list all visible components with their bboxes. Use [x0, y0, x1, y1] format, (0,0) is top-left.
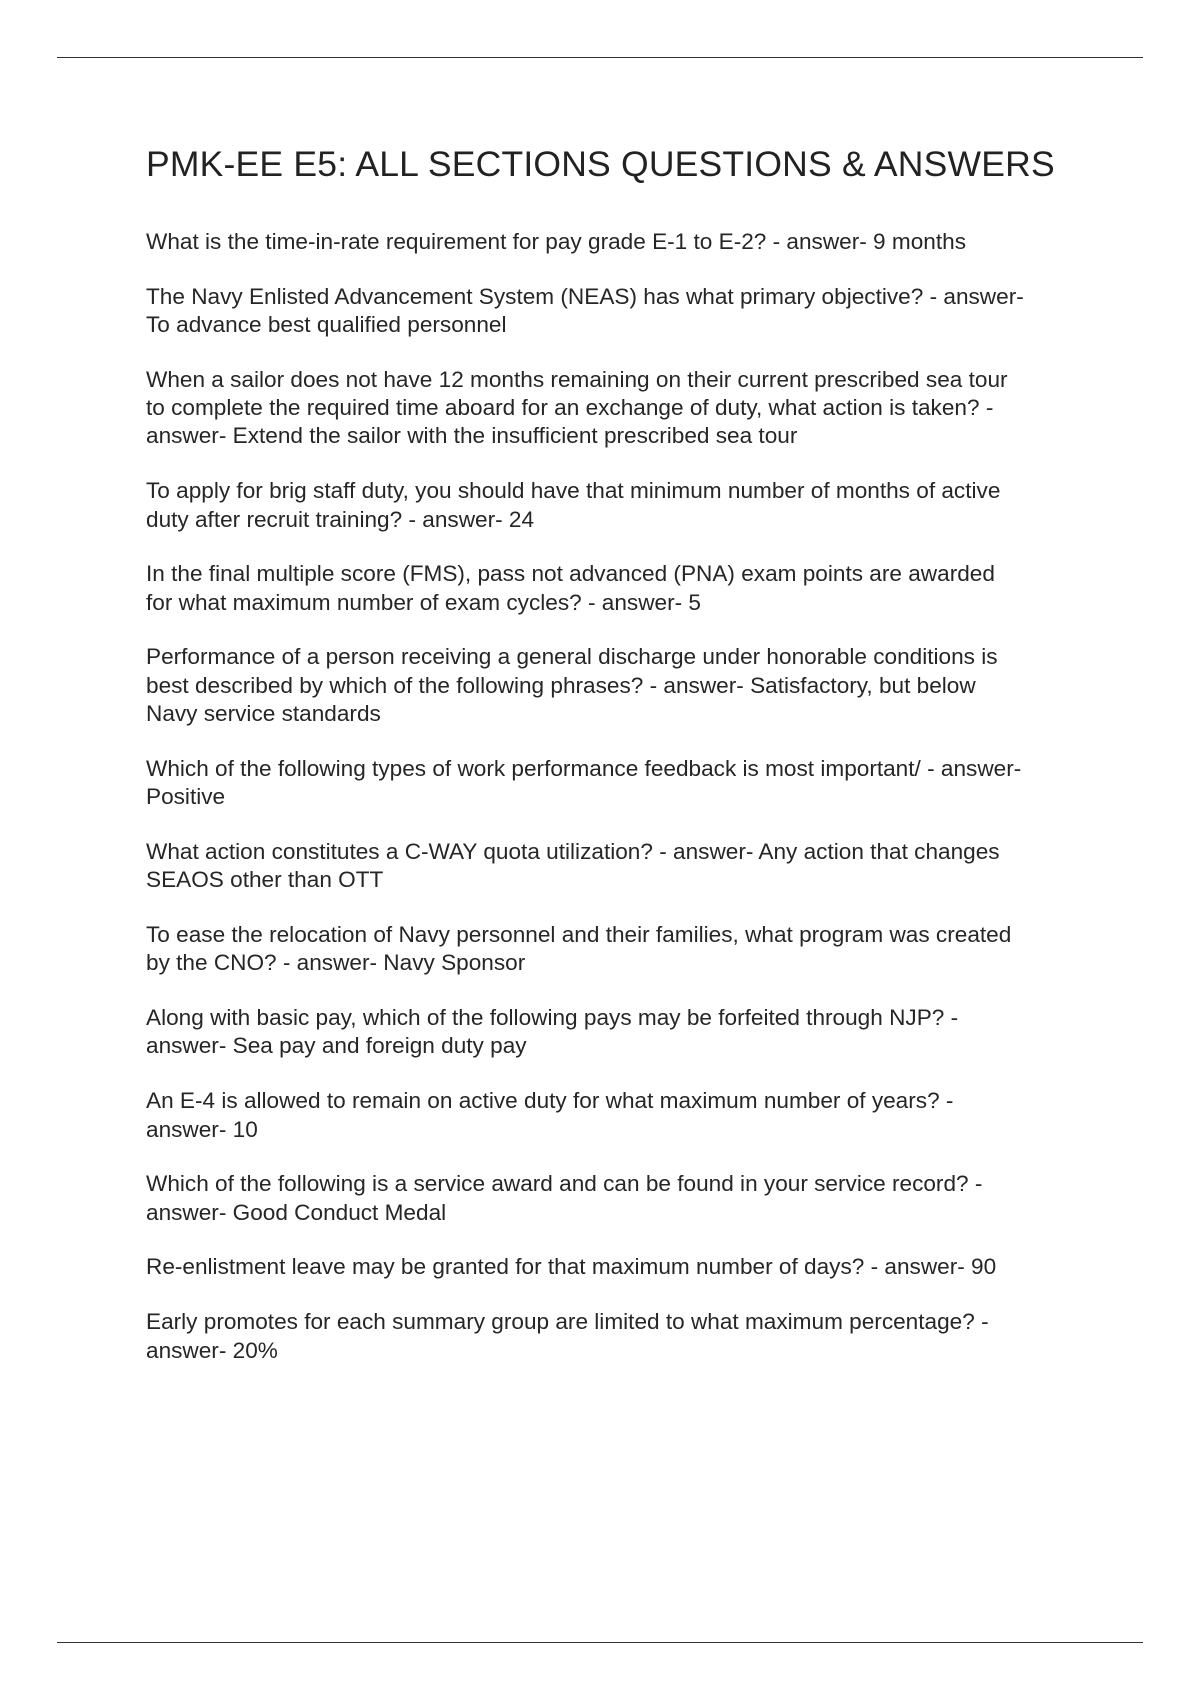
qa-line: Early promotes for each summary group are limited to what maximum percentage? - [146, 1309, 989, 1335]
qa-line: Positive [146, 784, 226, 810]
qa-item [146, 560, 1096, 617]
page-title: PMK-EE E5: ALL SECTIONS QUESTIONS & ANSWERS [146, 144, 1055, 184]
qa-line: The Navy Enlisted Advancement System (NEAS) has what primary objective? - answer- [146, 283, 1024, 309]
qa-line: In the final multiple score (FMS), pass not advanced (PNA) exam points are awarded [146, 561, 995, 587]
header-rule [57, 57, 1143, 58]
qa-item [146, 1087, 1096, 1144]
qa-line: To apply for brig staff duty, you should have that minimum number of months of active [146, 478, 1001, 504]
qa-line: answer- Good Conduct Medal [146, 1199, 447, 1225]
qa-item [146, 755, 1096, 812]
qa-item [146, 228, 1096, 256]
qa-line: by the CNO? - answer- Navy Sponsor [146, 950, 526, 976]
qa-line: To advance best qualified personnel [146, 312, 507, 338]
qa-line: answer- 10 [146, 1116, 258, 1142]
footer-rule [57, 1642, 1143, 1643]
qa-line: Along with basic pay, which of the following pays may be forfeited through NJP? - [146, 1005, 959, 1031]
qa-line: to complete the required time aboard for an exchange of duty, what action is taken? - [146, 395, 994, 421]
qa-line: What action constitutes a C-WAY quota utilization? - answer- Any action that changes [146, 838, 1000, 864]
qa-item [146, 366, 1096, 451]
qa-item [146, 643, 1096, 728]
qa-item [146, 921, 1096, 978]
qa-line: What is the time-in-rate requirement for pay grade E-1 to E-2? - answer- 9 months [146, 229, 966, 254]
qa-line: To ease the relocation of Navy personnel and their families, what program was created [146, 922, 1012, 948]
qa-line: answer- Extend the sailor with the insufficient prescribed sea tour [146, 423, 798, 449]
qa-line: best described by which of the following phrases? - answer- Satisfactory, but below [146, 672, 976, 698]
qa-line: answer- 20% [146, 1337, 278, 1363]
qa-line: Navy service standards [146, 701, 381, 727]
qa-line: Re-enlistment leave may be granted for that maximum number of days? - answer- 90 [146, 1254, 997, 1280]
qa-line: Which of the following types of work performance feedback is most important/ - answer- [146, 755, 1022, 781]
qa-item [146, 1253, 1096, 1281]
qa-line: SEAOS other than OTT [146, 867, 384, 893]
qa-item [146, 838, 1096, 895]
qa-line: duty after recruit training? - answer- 24 [146, 506, 535, 532]
qa-line: answer- Sea pay and foreign duty pay [146, 1033, 527, 1059]
qa-item [146, 1004, 1096, 1061]
qa-line: An E-4 is allowed to remain on active duty for what maximum number of years? - [146, 1088, 954, 1114]
qa-item [146, 477, 1096, 534]
qa-line: Performance of a person receiving a general discharge under honorable conditions is [146, 644, 998, 670]
qa-line: Which of the following is a service award and can be found in your service record? - [146, 1171, 983, 1197]
qa-item [146, 1308, 1096, 1365]
qa-item [146, 1170, 1096, 1227]
qa-list [146, 228, 1096, 1391]
qa-item [146, 283, 1096, 340]
qa-line: for what maximum number of exam cycles? - answer- 5 [146, 589, 701, 615]
qa-line: When a sailor does not have 12 months remaining on their current prescribed sea tour [146, 366, 1008, 392]
